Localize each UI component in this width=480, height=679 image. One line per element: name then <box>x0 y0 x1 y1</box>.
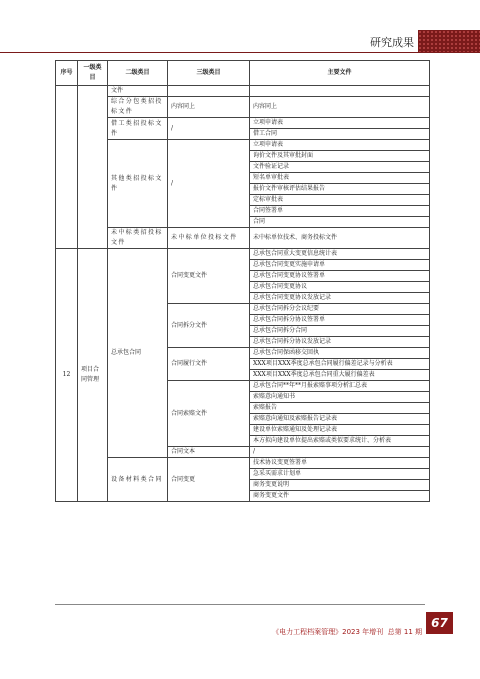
cell-level3: 合同变更文件 <box>168 249 250 304</box>
cell-main-doc: 报价文件审核评估结果报告 <box>250 184 430 195</box>
table-row <box>56 228 430 249</box>
cell-main-doc: 总承包合同变更协议 <box>250 282 430 293</box>
cell-level3: 合同履行文件 <box>168 348 250 381</box>
cell-main-doc: / <box>250 447 430 458</box>
cell-level3: / <box>168 140 250 228</box>
cell-level2: 设备材料类合同 <box>108 458 168 502</box>
cell-main-doc <box>250 86 430 97</box>
cell-main-doc: 本方拟向建设单位提出索赔或类似要求统计、分析表 <box>250 436 430 447</box>
table-row <box>56 118 430 129</box>
cell-main-doc: 询价文件及其审批封面 <box>250 151 430 162</box>
cell-level3: 未中标单位投标文件 <box>168 228 250 249</box>
header-pattern <box>418 30 480 52</box>
cell-main-doc: 立项申请表 <box>250 140 430 151</box>
cell-main-doc: 合同 <box>250 217 430 228</box>
cell-main-doc: 总承包合同拆分会议纪要 <box>250 304 430 315</box>
cell-level2: 其他类招投标文件 <box>108 140 168 228</box>
cell-level3 <box>168 86 250 97</box>
cell-level3: 合同索赔文件 <box>168 381 250 447</box>
cell-main-doc: 借工合同 <box>250 129 430 140</box>
section-title: 研究成果 <box>370 36 414 49</box>
table-row <box>56 249 430 260</box>
cell-main-doc: 总承包合同变更实施申请单 <box>250 260 430 271</box>
cell-main-doc: XXX项目XXX季度总承包合同履行偏差记录与分析表 <box>250 359 430 370</box>
table-row <box>56 458 430 469</box>
table-row <box>56 97 430 118</box>
cell-main-doc: 短名单审批表 <box>250 173 430 184</box>
cell-level3: 合同变更 <box>168 458 250 502</box>
col-header-level3: 三级类目 <box>168 61 250 86</box>
cell-main-doc: 索赔报告 <box>250 403 430 414</box>
col-header-index: 序号 <box>56 61 78 86</box>
col-header-level2: 二级类目 <box>108 61 168 86</box>
header-rule <box>0 52 480 53</box>
cell-level3: 合同文本 <box>168 447 250 458</box>
cell-main-doc: 总承包合同拆分协议签署单 <box>250 315 430 326</box>
table-header-row <box>56 61 430 86</box>
cell-level3: 合同拆分文件 <box>168 304 250 348</box>
cell-index <box>56 86 78 249</box>
journal-issue: 总第 11 期 <box>387 628 422 636</box>
cell-main-doc: XXX项目XXX季度总承包合同重大履行偏差表 <box>250 370 430 381</box>
cell-level1: 项目合同管理 <box>78 249 108 502</box>
cell-main-doc: 总承包合同拆分合同 <box>250 326 430 337</box>
cell-main-doc: 文件验证记录 <box>250 162 430 173</box>
journal-name: 《电力工程档案管理》2023 年增刊 <box>272 628 384 636</box>
col-header-main-docs: 主要文件 <box>250 61 430 86</box>
table-row <box>56 140 430 151</box>
cell-level2: 总承包合同 <box>108 249 168 458</box>
cell-main-doc: 总承包合同重大变更信息统计表 <box>250 249 430 260</box>
cell-level2: 综合分包类招投标文件 <box>108 97 168 118</box>
cell-level2: 未中标类招投标文件 <box>108 228 168 249</box>
cell-main-doc: 建设单位索赔通知及处理记录表 <box>250 425 430 436</box>
cell-main-doc: 急采买需求计划单 <box>250 469 430 480</box>
cell-main-doc: 立项申请表 <box>250 118 430 129</box>
col-header-level1: 一级类目 <box>78 61 108 86</box>
cell-main-doc: 总承包合同变更协议签署单 <box>250 271 430 282</box>
cell-main-doc: 总承包合同拆分协议发放记录 <box>250 337 430 348</box>
cell-main-doc: 商务变更说明 <box>250 480 430 491</box>
cell-main-doc: 总承包合同**年**月报索赔事项分析汇总表 <box>250 381 430 392</box>
cell-level1 <box>78 86 108 249</box>
cell-level2: 借工类招投标文件 <box>108 118 168 140</box>
cell-main-doc: 未中标单位技术、商务投标文件 <box>250 228 430 249</box>
journal-footer <box>272 627 422 637</box>
cell-main-doc: 技术协议变更签署单 <box>250 458 430 469</box>
page-number: 67 <box>426 612 453 634</box>
cell-main-doc: 总承包合同保函移交回执 <box>250 348 430 359</box>
table-row <box>56 86 430 97</box>
cell-main-doc: 总承包合同变更协议发放记录 <box>250 293 430 304</box>
cell-level2: 文件 <box>108 86 168 97</box>
footer-rule <box>55 604 425 605</box>
cell-level3: 内容同上 <box>168 97 250 118</box>
archive-classification-table <box>55 60 430 502</box>
cell-main-doc: 合同签署单 <box>250 206 430 217</box>
cell-main-doc: 定标审批表 <box>250 195 430 206</box>
cell-main-doc: 内容同上 <box>250 97 430 118</box>
cell-index: 12 <box>56 249 78 502</box>
cell-main-doc: 商务变更文件 <box>250 491 430 502</box>
cell-main-doc: 索赔意向通知书 <box>250 392 430 403</box>
cell-main-doc: 索赔意向通知及索赔报告记录表 <box>250 414 430 425</box>
cell-level3: / <box>168 118 250 140</box>
